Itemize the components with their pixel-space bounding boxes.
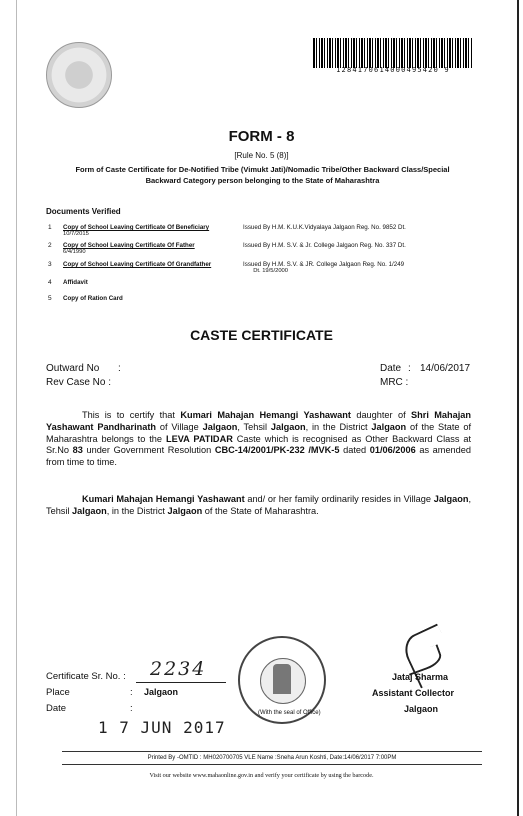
government-resolution: CBC-14/2001/PK-232 /MVK-5 — [214, 445, 340, 456]
village-name: Jalgaon — [202, 421, 238, 432]
tehsil-name: Jalgaon — [270, 421, 306, 432]
tehsil-name: Jalgaon — [72, 505, 107, 516]
officer-place: Jalgaon — [404, 704, 439, 714]
government-emblem-seal — [46, 42, 112, 108]
document-number: 1 — [48, 224, 52, 231]
page-edge-left — [16, 0, 17, 816]
para-text: under Government Resolution — [82, 445, 215, 456]
date-label: Date — [380, 363, 402, 374]
beneficiary-name: Kumari Mahajan Hemangi Yashawant — [82, 494, 245, 504]
place-separator: : — [130, 687, 133, 698]
date-separator: : — [408, 363, 411, 374]
village-name: Jalgaon — [433, 494, 469, 504]
officer-designation: Assistant Collector — [372, 688, 455, 698]
document-number: 5 — [48, 295, 52, 302]
document-date: Dt. 19/5/2000 — [253, 268, 288, 274]
printed-by: Printed By -OMTID : MH020700705 VLE Name :Sneha Arun Koshti, Date:14/06/2017 7:00PM — [147, 755, 397, 761]
document-number: 4 — [48, 279, 52, 286]
district-name: Jalgaon — [371, 421, 407, 432]
serial-number: 83 — [72, 445, 83, 456]
para-text: and/ or her family ordinarily resides in Village — [244, 494, 434, 504]
document-title: Affidavit — [63, 279, 88, 286]
form-title: FORM - 8 — [228, 128, 295, 145]
para-text: of the State of Maharashtra belongs to the — [46, 421, 471, 444]
para-text: as amended from time to time. — [46, 445, 471, 468]
certificate-sr-handwritten: 2234 — [150, 658, 207, 680]
document-number: 2 — [48, 242, 52, 249]
district-name: Jalgaon — [167, 505, 203, 516]
document-title: Copy of School Leaving Certificate Of Father — [63, 242, 195, 249]
resolution-date: 01/06/2006 — [369, 445, 416, 456]
date-value: 14/06/2017 — [420, 363, 471, 374]
barcode-number: 1284170614000495420 9 — [336, 66, 450, 74]
para-text: , Tehsil — [237, 421, 271, 432]
sr-underline — [136, 682, 226, 683]
para-text: of Village — [156, 421, 203, 432]
document-number: 3 — [48, 261, 52, 268]
stamped-date: 1 7 JUN 2017 — [98, 718, 226, 737]
place-value: Jalgaon — [144, 687, 179, 697]
para-text: , Tehsil — [46, 494, 471, 516]
document-title: Copy of School Leaving Certificate Of Grandfather — [63, 261, 212, 268]
residence-paragraph — [46, 494, 471, 518]
para-text: , in the District — [106, 505, 168, 516]
caste-name: LEVA PATIDAR — [165, 433, 233, 444]
certification-paragraph — [46, 410, 471, 469]
rev-case-no-label: Rev Case No : — [46, 377, 112, 388]
para-text: daughter of — [350, 410, 412, 420]
seal-note: (With the seal of Office) — [258, 710, 321, 716]
national-emblem-icon — [273, 664, 291, 694]
para-text: of the State of Maharashtra. — [202, 505, 319, 516]
parent-name: Shri Mahajan Yashawant Pandharinath — [46, 410, 472, 432]
para-text: , in the District — [305, 421, 372, 432]
date-bottom-separator: : — [130, 703, 133, 714]
form-subtitle: Form of Caste Certificate for De-Notified Tribe (Vimukt Jati)/Nomadic Tribe/Other Backward Class/Special Backward Category person belonging to the State of Maharashtra — [75, 165, 450, 185]
officer-name: Jataj Sharma — [392, 672, 449, 682]
footer-rule-top — [62, 751, 482, 752]
para-text: This is to certify that — [82, 410, 181, 420]
document-title: Copy of School Leaving Certificate Of Beneficiary — [63, 224, 210, 231]
documents-heading: Documents Verified — [46, 207, 121, 216]
place-label: Place — [46, 687, 70, 698]
page-edge-right — [517, 0, 519, 816]
barcode — [313, 38, 473, 68]
document-title: Copy of Ration Card — [63, 295, 123, 302]
document-date: 6/4/1990 — [63, 249, 86, 255]
para-text: Caste which is recognised as Other Backward Class at Sr.No — [46, 433, 472, 456]
certificate-title: CASTE CERTIFICATE — [190, 327, 333, 343]
rule-number: [Rule No. 5 (8)] — [234, 151, 289, 160]
date-bottom-label: Date — [46, 703, 67, 714]
footer-rule-bottom — [62, 764, 482, 765]
mrc-label: MRC : — [380, 377, 409, 388]
document-issued: Issued By H.M. K.U.K.Vidyalaya Jalgaon Reg. No. 9852 Dt. — [243, 224, 406, 231]
beneficiary-name: Kumari Mahajan Hemangi Yashawant — [180, 410, 351, 420]
document-issued: Issued By H.M. S.V. & JR. College Jalgaon Reg. No. 1/249 — [243, 261, 405, 268]
document-date: 10/7/2015 — [63, 231, 89, 237]
verify-website-note: Visit our website www.mahaonline.gov.in and verify your certificate by using the barcode. — [149, 772, 374, 779]
document-issued: Issued By H.M. S.V. & Jr. College Jalgaon Reg. No. 337 Dt. — [243, 242, 406, 249]
para-text: dated — [339, 445, 370, 456]
outward-no-label: Outward No — [46, 363, 100, 374]
outward-no-separator: : — [118, 363, 121, 374]
certificate-sr-label: Certificate Sr. No. : — [46, 671, 126, 682]
